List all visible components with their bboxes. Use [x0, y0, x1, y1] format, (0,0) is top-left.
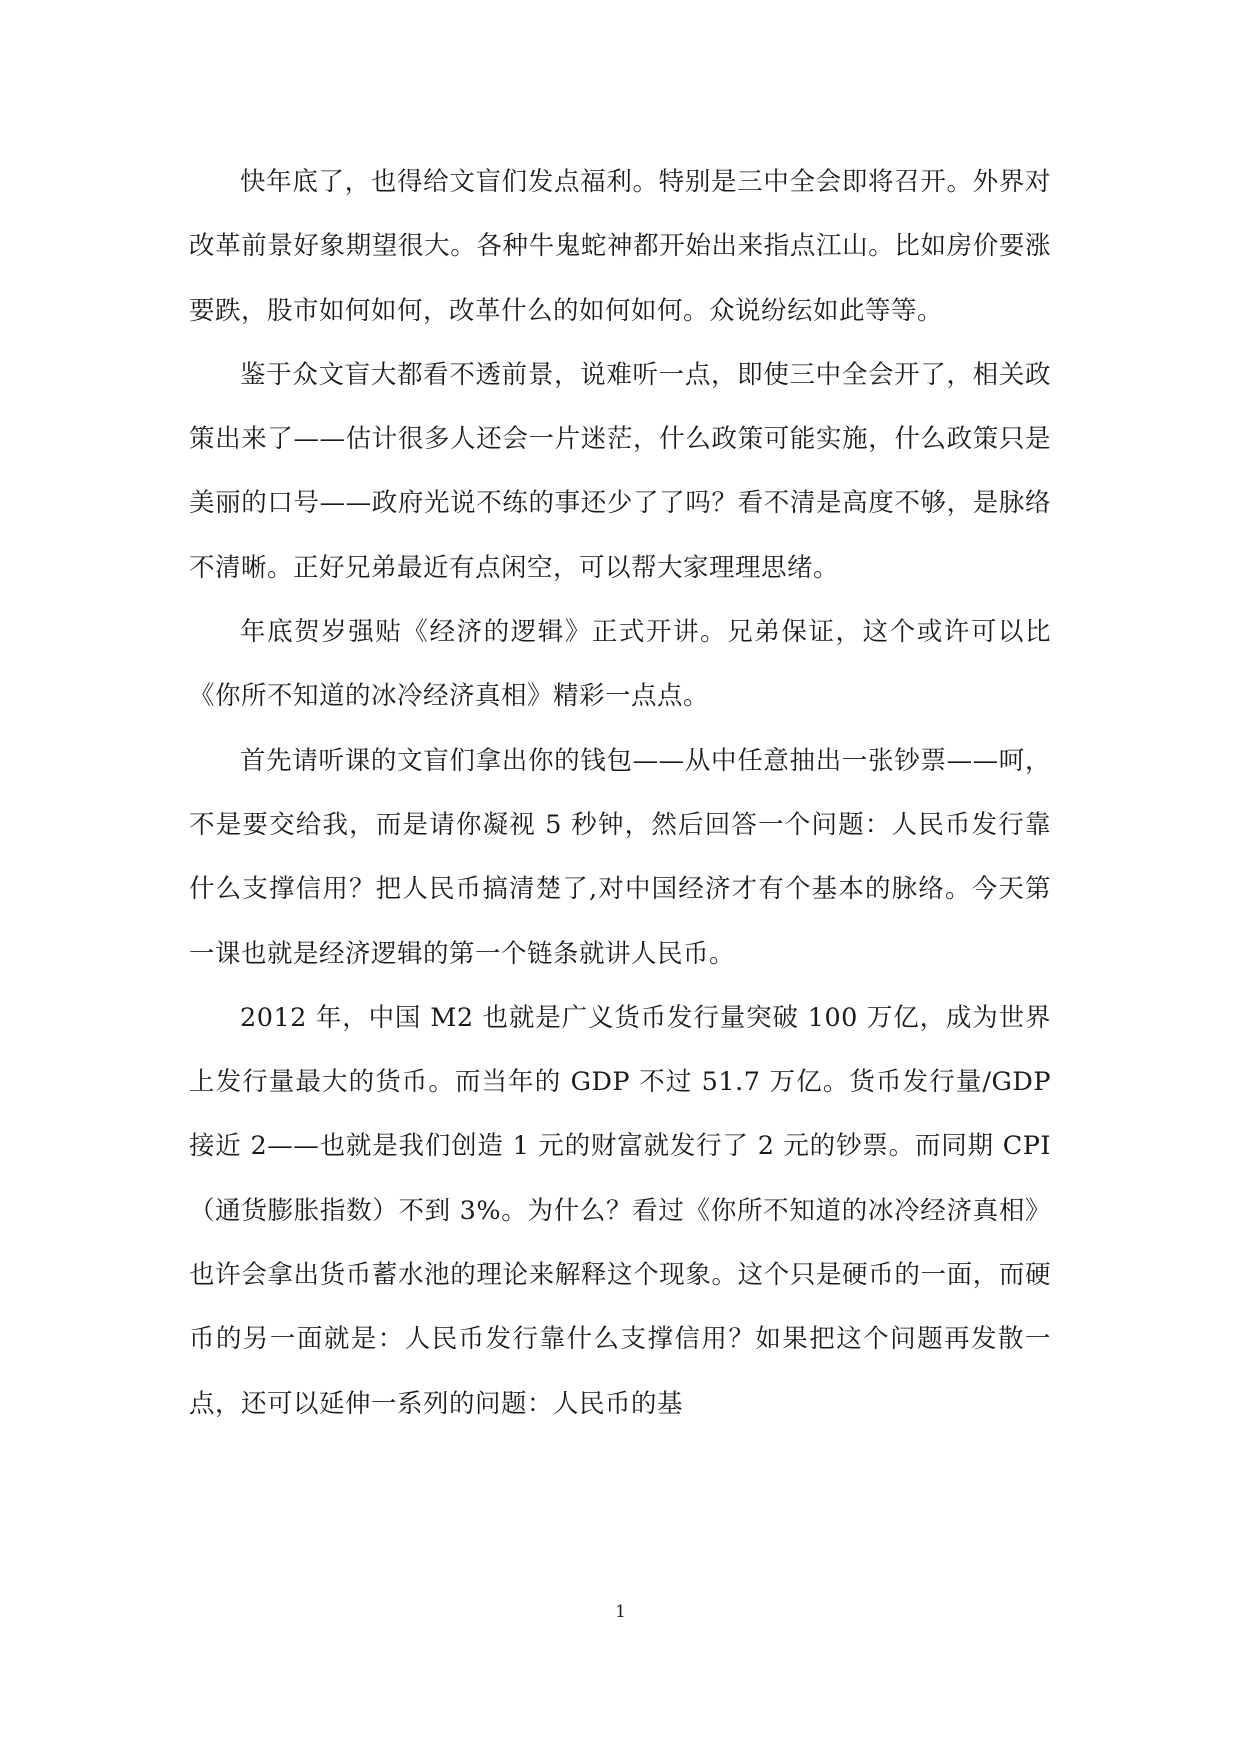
paragraph-intro: 快年底了，也得给文盲们发点福利。特别是三中全会即将召开。外界对改革前景好象期望很大。各种牛鬼蛇神都开始出来指点江山。比如房价要涨要跌，股市如何如何，改革什么的如何如何。众说纷纭如此等等。 — [189, 167, 1051, 326]
paragraph-outlook: 鉴于众文盲大都看不透前景，说难听一点，即使三中全会开了，相关政策出来了——估计很多人还会一片迷茫，什么政策可能实施，什么政策只是美丽的口号——政府光说不练的事还少了了吗？看不清是高度不够，是脉络不清晰。正好兄弟最近有点闲空，可以帮大家理理思绪。 — [189, 359, 1051, 583]
page-number: 1 — [615, 1602, 626, 1622]
paragraph-banknote-question: 首先请听课的文盲们拿出你的钱包——从中任意抽出一张钞票——呵，不是要交给我，而是请你凝视 5 秒钟，然后回答一个问题：人民币发行靠什么支撑信用？把人民币搞清楚了,对中国经济才有个基本的脉络。今天第一课也就是经济逻辑的第一个链条就讲人民币。 — [189, 745, 1051, 969]
paragraph-m2-statistics: 2012 年，中国 M2 也就是广义货币发行量突破 100 万亿，成为世界上发行量最大的货币。而当年的 GDP 不过 51.7 万亿。货币发行量/GDP 接近 2——也就是我们创造 1 元的财富就发行了 2 元的钞票。而同期 CPI（通货膨胀指数）不到 3%。为什么？看过《你所不知道的冰冷经济真相》也许会拿出货币蓄水池的理论来解释这个现象。这个只是硬币的一面，而硬币的另一面就是：人民币发行靠什么支撑信用？如果把这个问题再发散一点，还可以延伸一系列的问题：人民币的基 — [189, 1002, 1051, 1419]
document-body — [189, 150, 1051, 1436]
paragraph-lecture-start: 年底贺岁强贴《经济的逻辑》正式开讲。兄弟保证，这个或许可以比《你所不知道的冰冷经济真相》精彩一点点。 — [189, 617, 1051, 712]
